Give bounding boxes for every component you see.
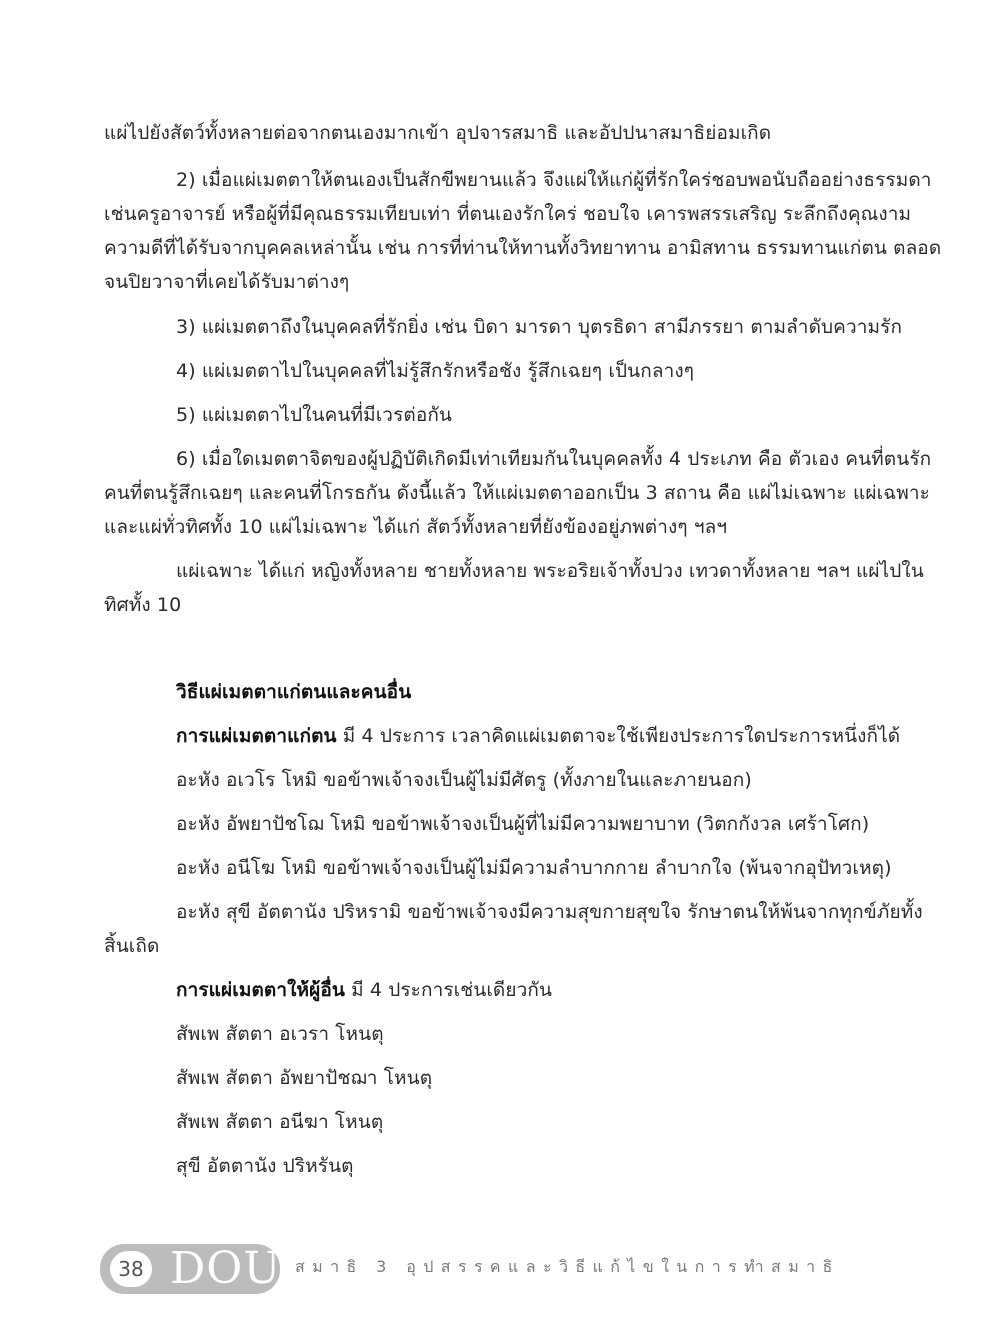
footer-badge — [100, 1244, 280, 1294]
document-page: แผ่ไปยังสัตว์ทั้งหลายต่อจากตนเองมากเข้า อุปจารสมาธิ และอัปปนาสมาธิย่อมเกิด 2) เมื่อแผ่เมตตาให้ตนเองเป็นสักขีพยานแล้ว จึงแผ่ให้แก่ผู้ที่รักใคร่ชอบพอนับถืออย่างธรรมดา เช่นครูอาจารย์ หรือผู้ที่มีคุณธรรมเทียบเท่า ที่ตนเองรักใคร่ ชอบใจ เคารพสรรเสริญ ระลึกถึงคุณงาม ความดีที่ได้รับจากบุคคลเหล่านั้น เช่น การที่ท่านให้ทานทั้งวิทยาทาน อามิสทาน ธรรมทานแก่ตน ตลอด จนปิยวาจาที่เคยได้รับมาต่างๆ 3) แผ่เมตตาถึงในบุคคลที่รักยิ่ง เช่น บิดา มารดา บุตรธิดา สามีภรรยา ตามลำดับความรัก 4) แผ่เมตตาไปในบุคคลที่ไม่รู้สึกรักหรือชัง รู้สึกเฉยๆ เป็นกลางๆ 5) แผ่เมตตาไปในคนที่มีเวรต่อกัน 6) เมื่อใดเมตตาจิตของผู้ปฏิบัติเกิดมีเท่าเทียมกันในบุคคลทั้ง 4 ประเภท คือ ตัวเอง คนที่ตนรัก คนที่ตนรู้สึกเฉยๆ และคนที่โกรธกัน ดังนี้แล้ว ให้แผ่เมตตาออกเป็น 3 สถาน คือ แผ่ไม่เฉพาะ แผ่เฉพาะ และแผ่ทั่วทิศทั้ง 10 แผ่ไม่เฉพาะ ได้แก่ สัตว์ทั้งหลายที่ยังข้องอยู่ภพต่างๆ ฯลฯ แผ่เฉพาะ ได้แก่ หญิงทั้งหลาย ชายทั้งหลาย พระอริยเจ้าทั้งปวง เทวดาทั้งหลาย ฯลฯ แผ่ไปใน ทิศทั้ง 10 วิธีแผ่เมตตาแก่ตนและคนอื่น การแผ่เมตตาแก่ตน มี 4 ประการ เวลาคิดแผ่เมตตาจะใช้เพียงประการใดประการหนึ่งก็ได้ อะหัง อเวโร โหมิ ขอข้าพเจ้าจงเป็นผู้ไม่มีศัตรู (ทั้งภายในและภายนอก) อะหัง อัพยาปัชโฌ โหมิ ขอข้าพเจ้าจงเป็นผู้ที่ไม่มีความพยาบาท (วิตกกังวล เศร้าโศก) อะหัง อนีโฆ โหมิ ขอข้าพเจ้าจงเป็นผู้ไม่มีความลำบากกาย ลำบากใจ (พ้นจากอุปัทวเหตุ) อะหัง สุขี อัตตานัง ปริหรามิ ขอข้าพเจ้าจงมีความสุขกายสุขใจ รักษาตนให้พ้นจากทุกข์ภัยทั้ง สิ้นเถิด การแผ่เมตตาให้ผู้อื่น มี 4 ประการเช่นเดียวกัน สัพเพ สัตตา อเวรา โหนตุ สัพเพ สัตตา อัพยาปัชฌา โหนตุ สัพเพ สัตตา อนีฆา โหนตุ สุขี อัตตานัง ปริหรันตุ 38 DOU สมาธิ 3 อุปสรรคและวิธีแก้ไขในการทำสมาธิ — [0, 0, 1000, 1333]
running-title: สมาธิ 3 อุปสรรคและวิธีแก้ไขในการทำสมาธิ — [295, 1257, 840, 1276]
self-label: การแผ่เมตตาแก่ตน — [176, 725, 337, 747]
page-footer — [100, 1244, 900, 1300]
others-label: การแผ่เมตตาให้ผู้อื่น — [176, 979, 345, 1001]
page-number: 38 — [110, 1251, 152, 1287]
dou-logo: DOU — [170, 1243, 282, 1294]
